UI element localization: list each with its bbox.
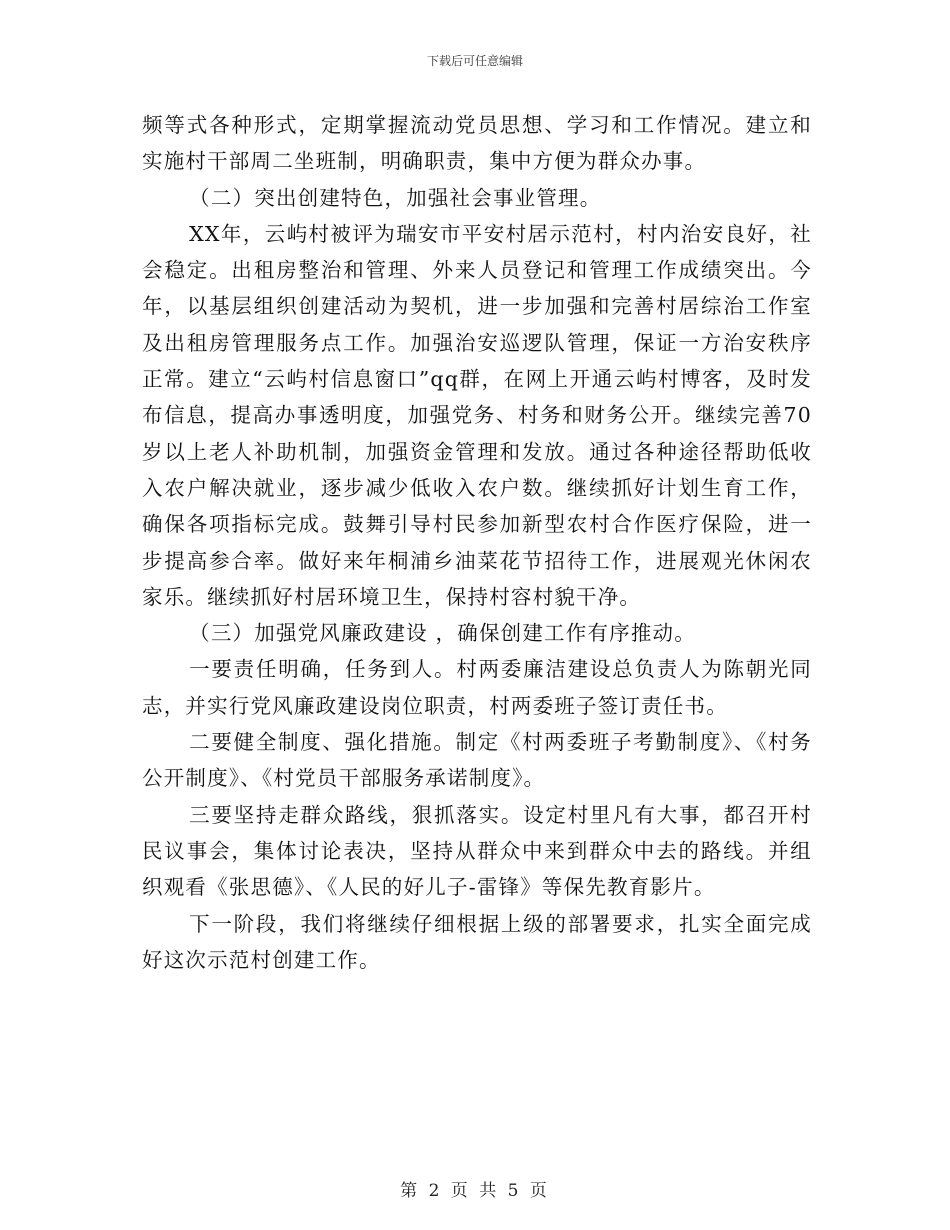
- document-body: [142, 107, 812, 978]
- paragraph-responsibility: 一要责任明确，任务到人。村两委廉洁建设总负责人为陈朝光同志，并实行党风廉政建设岗位职责，村两委班子签订责任书。: [142, 657, 812, 718]
- paragraph-system: 二要健全制度、强化措施。制定《村两委班子考勤制度》、《村务公开制度》、《村党员干部服务承诺制度》。: [142, 730, 812, 791]
- page-footer: 第 2 页 共 5 页: [400, 1181, 550, 1201]
- paragraph-continuation: 频等式各种形式，定期掌握流动党员思想、学习和工作情况。建立和实施村干部周二坐班制，明确职责，集中方便为群众办事。: [142, 113, 812, 174]
- section-heading-2: （二）突出创建特色，加强社会事业管理。: [189, 185, 602, 210]
- paragraph-mass-line: 三要坚持走群众路线，狠抓落实。设定村里凡有大事，都召开村民议事会，集体讨论表决，坚持从群众中来到群众中去的路线。并组织观看《张思德》、《人民的好儿子-雷锋》等保先教育影片。: [142, 802, 812, 900]
- section-heading-3: （三）加强党风廉政建设 ，确保创建工作有序推动。: [189, 621, 696, 646]
- page-header: 下载后可任意编辑: [426, 54, 523, 68]
- paragraph-next-stage: 下一阶段，我们将继续仔细根据上级的部署要求，扎实全面完成好这次示范村创建工作。: [142, 911, 812, 972]
- paragraph-safety: XX年，云屿村被评为瑞安市平安村居示范村，村内治安良好，社会稳定。出租房整治和管理、外来人员登记和管理工作成绩突出。今年，以基层组织创建活动为契机，进一步加强和完善村居综治工作室及出租房管理服务点工作。加强治安巡逻队管理，保证一方治安秩序正常。建立“云屿村信息窗口”qq群，在网上开通云屿村博客，及时发布信息，提高办事透明度，加强党务、村务和财务公开。继续完善70岁以上老人补助机制，加强资金管理和发放。通过各种途径帮助低收入农户解决就业，逐步减少低收入农户数。继续抓好计划生育工作，确保各项指标完成。鼓舞引导村民参加新型农村合作医疗保险，进一步提高参合率。做好来年桐浦乡油菜花节招待工作，进展观光休闲农家乐。继续抓好村居环境卫生，保持村容村貌干净。: [142, 221, 812, 609]
